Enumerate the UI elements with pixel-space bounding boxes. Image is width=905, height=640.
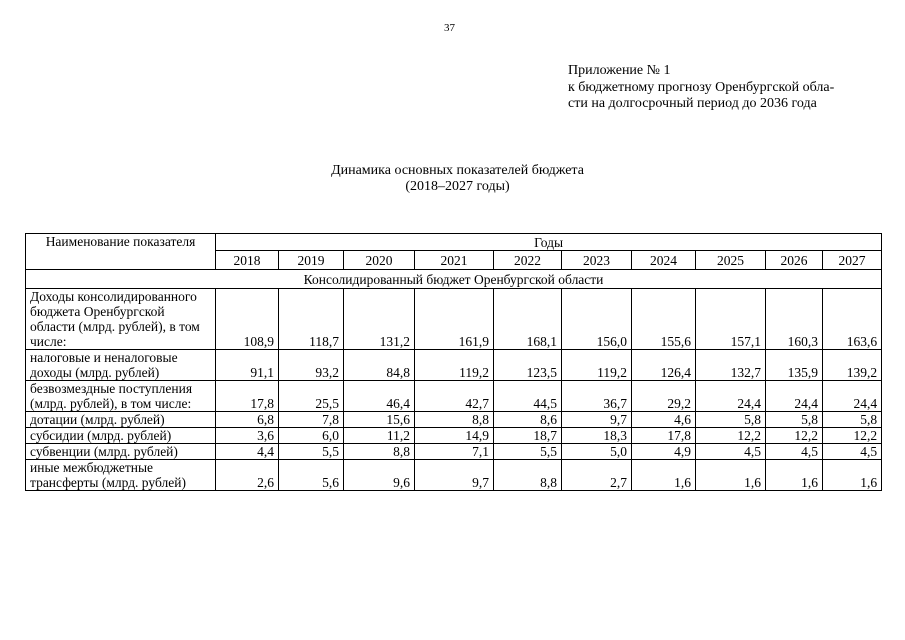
year-header-cell: 2018	[216, 251, 279, 270]
value-cell: 5,8	[766, 412, 823, 428]
table-row	[26, 412, 882, 428]
value-cell: 18,7	[494, 428, 562, 444]
value-cell: 156,0	[562, 289, 632, 350]
value-cell: 91,1	[216, 350, 279, 381]
year-header-cell: 2021	[415, 251, 494, 270]
document-title	[0, 163, 905, 195]
value-cell: 8,8	[344, 444, 415, 460]
value-cell: 84,8	[344, 350, 415, 381]
value-cell: 139,2	[823, 350, 882, 381]
value-cell: 119,2	[415, 350, 494, 381]
value-cell: 25,5	[279, 381, 344, 412]
value-cell: 4,4	[216, 444, 279, 460]
value-cell: 24,4	[696, 381, 766, 412]
value-cell: 4,9	[632, 444, 696, 460]
value-cell: 7,1	[415, 444, 494, 460]
value-cell: 17,8	[216, 381, 279, 412]
value-cell: 160,3	[766, 289, 823, 350]
value-cell: 8,8	[494, 460, 562, 491]
value-cell: 8,6	[494, 412, 562, 428]
table-row	[26, 381, 882, 412]
appendix-line: сти на долгосрочный период до 2036 года	[568, 96, 817, 111]
value-cell: 29,2	[632, 381, 696, 412]
indicator-name: налоговые и неналоговые доходы (млрд. рублей)	[26, 350, 216, 381]
year-header-cell: 2024	[632, 251, 696, 270]
value-cell: 15,6	[344, 412, 415, 428]
value-cell: 44,5	[494, 381, 562, 412]
indicator-name: безвозмездные поступления (млрд. рублей), в том числе:	[26, 381, 216, 412]
table-row	[26, 350, 882, 381]
value-cell: 6,8	[216, 412, 279, 428]
appendix-line: Приложение № 1	[568, 63, 671, 78]
value-cell: 5,0	[562, 444, 632, 460]
value-cell: 4,5	[696, 444, 766, 460]
appendix-line: к бюджетному прогнозу Оренбургской обла-	[568, 79, 835, 95]
year-header-cell: 2020	[344, 251, 415, 270]
year-header-cell: 2023	[562, 251, 632, 270]
header-indicator-name: Наименование показателя	[26, 234, 216, 270]
page-number: 37	[444, 22, 455, 34]
value-cell: 119,2	[562, 350, 632, 381]
year-header-cell: 2025	[696, 251, 766, 270]
value-cell: 1,6	[766, 460, 823, 491]
value-cell: 2,6	[216, 460, 279, 491]
value-cell: 5,6	[279, 460, 344, 491]
value-cell: 132,7	[696, 350, 766, 381]
value-cell: 24,4	[766, 381, 823, 412]
value-cell: 108,9	[216, 289, 279, 350]
table-row	[26, 428, 882, 444]
value-cell: 12,2	[823, 428, 882, 444]
year-header-cell: 2019	[279, 251, 344, 270]
value-cell: 1,6	[632, 460, 696, 491]
value-cell: 11,2	[344, 428, 415, 444]
value-cell: 5,8	[696, 412, 766, 428]
value-cell: 126,4	[632, 350, 696, 381]
value-cell: 24,4	[823, 381, 882, 412]
value-cell: 5,5	[494, 444, 562, 460]
value-cell: 5,8	[823, 412, 882, 428]
title-line-1: Динамика основных показателей бюджета	[331, 163, 584, 178]
year-header-cell: 2026	[766, 251, 823, 270]
indicator-name: субсидии (млрд. рублей)	[26, 428, 216, 444]
value-cell: 3,6	[216, 428, 279, 444]
value-cell: 17,8	[632, 428, 696, 444]
value-cell: 9,7	[562, 412, 632, 428]
value-cell: 2,7	[562, 460, 632, 491]
value-cell: 1,6	[696, 460, 766, 491]
value-cell: 9,7	[415, 460, 494, 491]
table-row	[26, 289, 882, 350]
value-cell: 135,9	[766, 350, 823, 381]
indicator-name: иные межбюджетные трансферты (млрд. рублей)	[26, 460, 216, 491]
value-cell: 155,6	[632, 289, 696, 350]
value-cell: 42,7	[415, 381, 494, 412]
value-cell: 93,2	[279, 350, 344, 381]
value-cell: 5,5	[279, 444, 344, 460]
budget-table	[25, 233, 882, 491]
value-cell: 118,7	[279, 289, 344, 350]
indicator-name: дотации (млрд. рублей)	[26, 412, 216, 428]
value-cell: 123,5	[494, 350, 562, 381]
year-header-cell: 2022	[494, 251, 562, 270]
value-cell: 4,5	[766, 444, 823, 460]
table-row	[26, 460, 882, 491]
section-heading: Консолидированный бюджет Оренбургской области	[26, 270, 882, 289]
value-cell: 12,2	[766, 428, 823, 444]
value-cell: 36,7	[562, 381, 632, 412]
table-row	[26, 444, 882, 460]
value-cell: 46,4	[344, 381, 415, 412]
value-cell: 6,0	[279, 428, 344, 444]
value-cell: 14,9	[415, 428, 494, 444]
indicator-name: Доходы консолидированного бюджета Оренбургской области (млрд. рублей), в том числе:	[26, 289, 216, 350]
title-line-2: (2018–2027 годы)	[405, 179, 510, 194]
value-cell: 9,6	[344, 460, 415, 491]
value-cell: 7,8	[279, 412, 344, 428]
value-cell: 8,8	[415, 412, 494, 428]
appendix-note	[568, 63, 834, 113]
year-header-cell: 2027	[823, 251, 882, 270]
value-cell: 12,2	[696, 428, 766, 444]
value-cell: 1,6	[823, 460, 882, 491]
indicator-name: субвенции (млрд. рублей)	[26, 444, 216, 460]
value-cell: 4,6	[632, 412, 696, 428]
value-cell: 131,2	[344, 289, 415, 350]
value-cell: 4,5	[823, 444, 882, 460]
header-years: Годы	[216, 234, 882, 251]
value-cell: 168,1	[494, 289, 562, 350]
value-cell: 18,3	[562, 428, 632, 444]
value-cell: 163,6	[823, 289, 882, 350]
value-cell: 161,9	[415, 289, 494, 350]
value-cell: 157,1	[696, 289, 766, 350]
